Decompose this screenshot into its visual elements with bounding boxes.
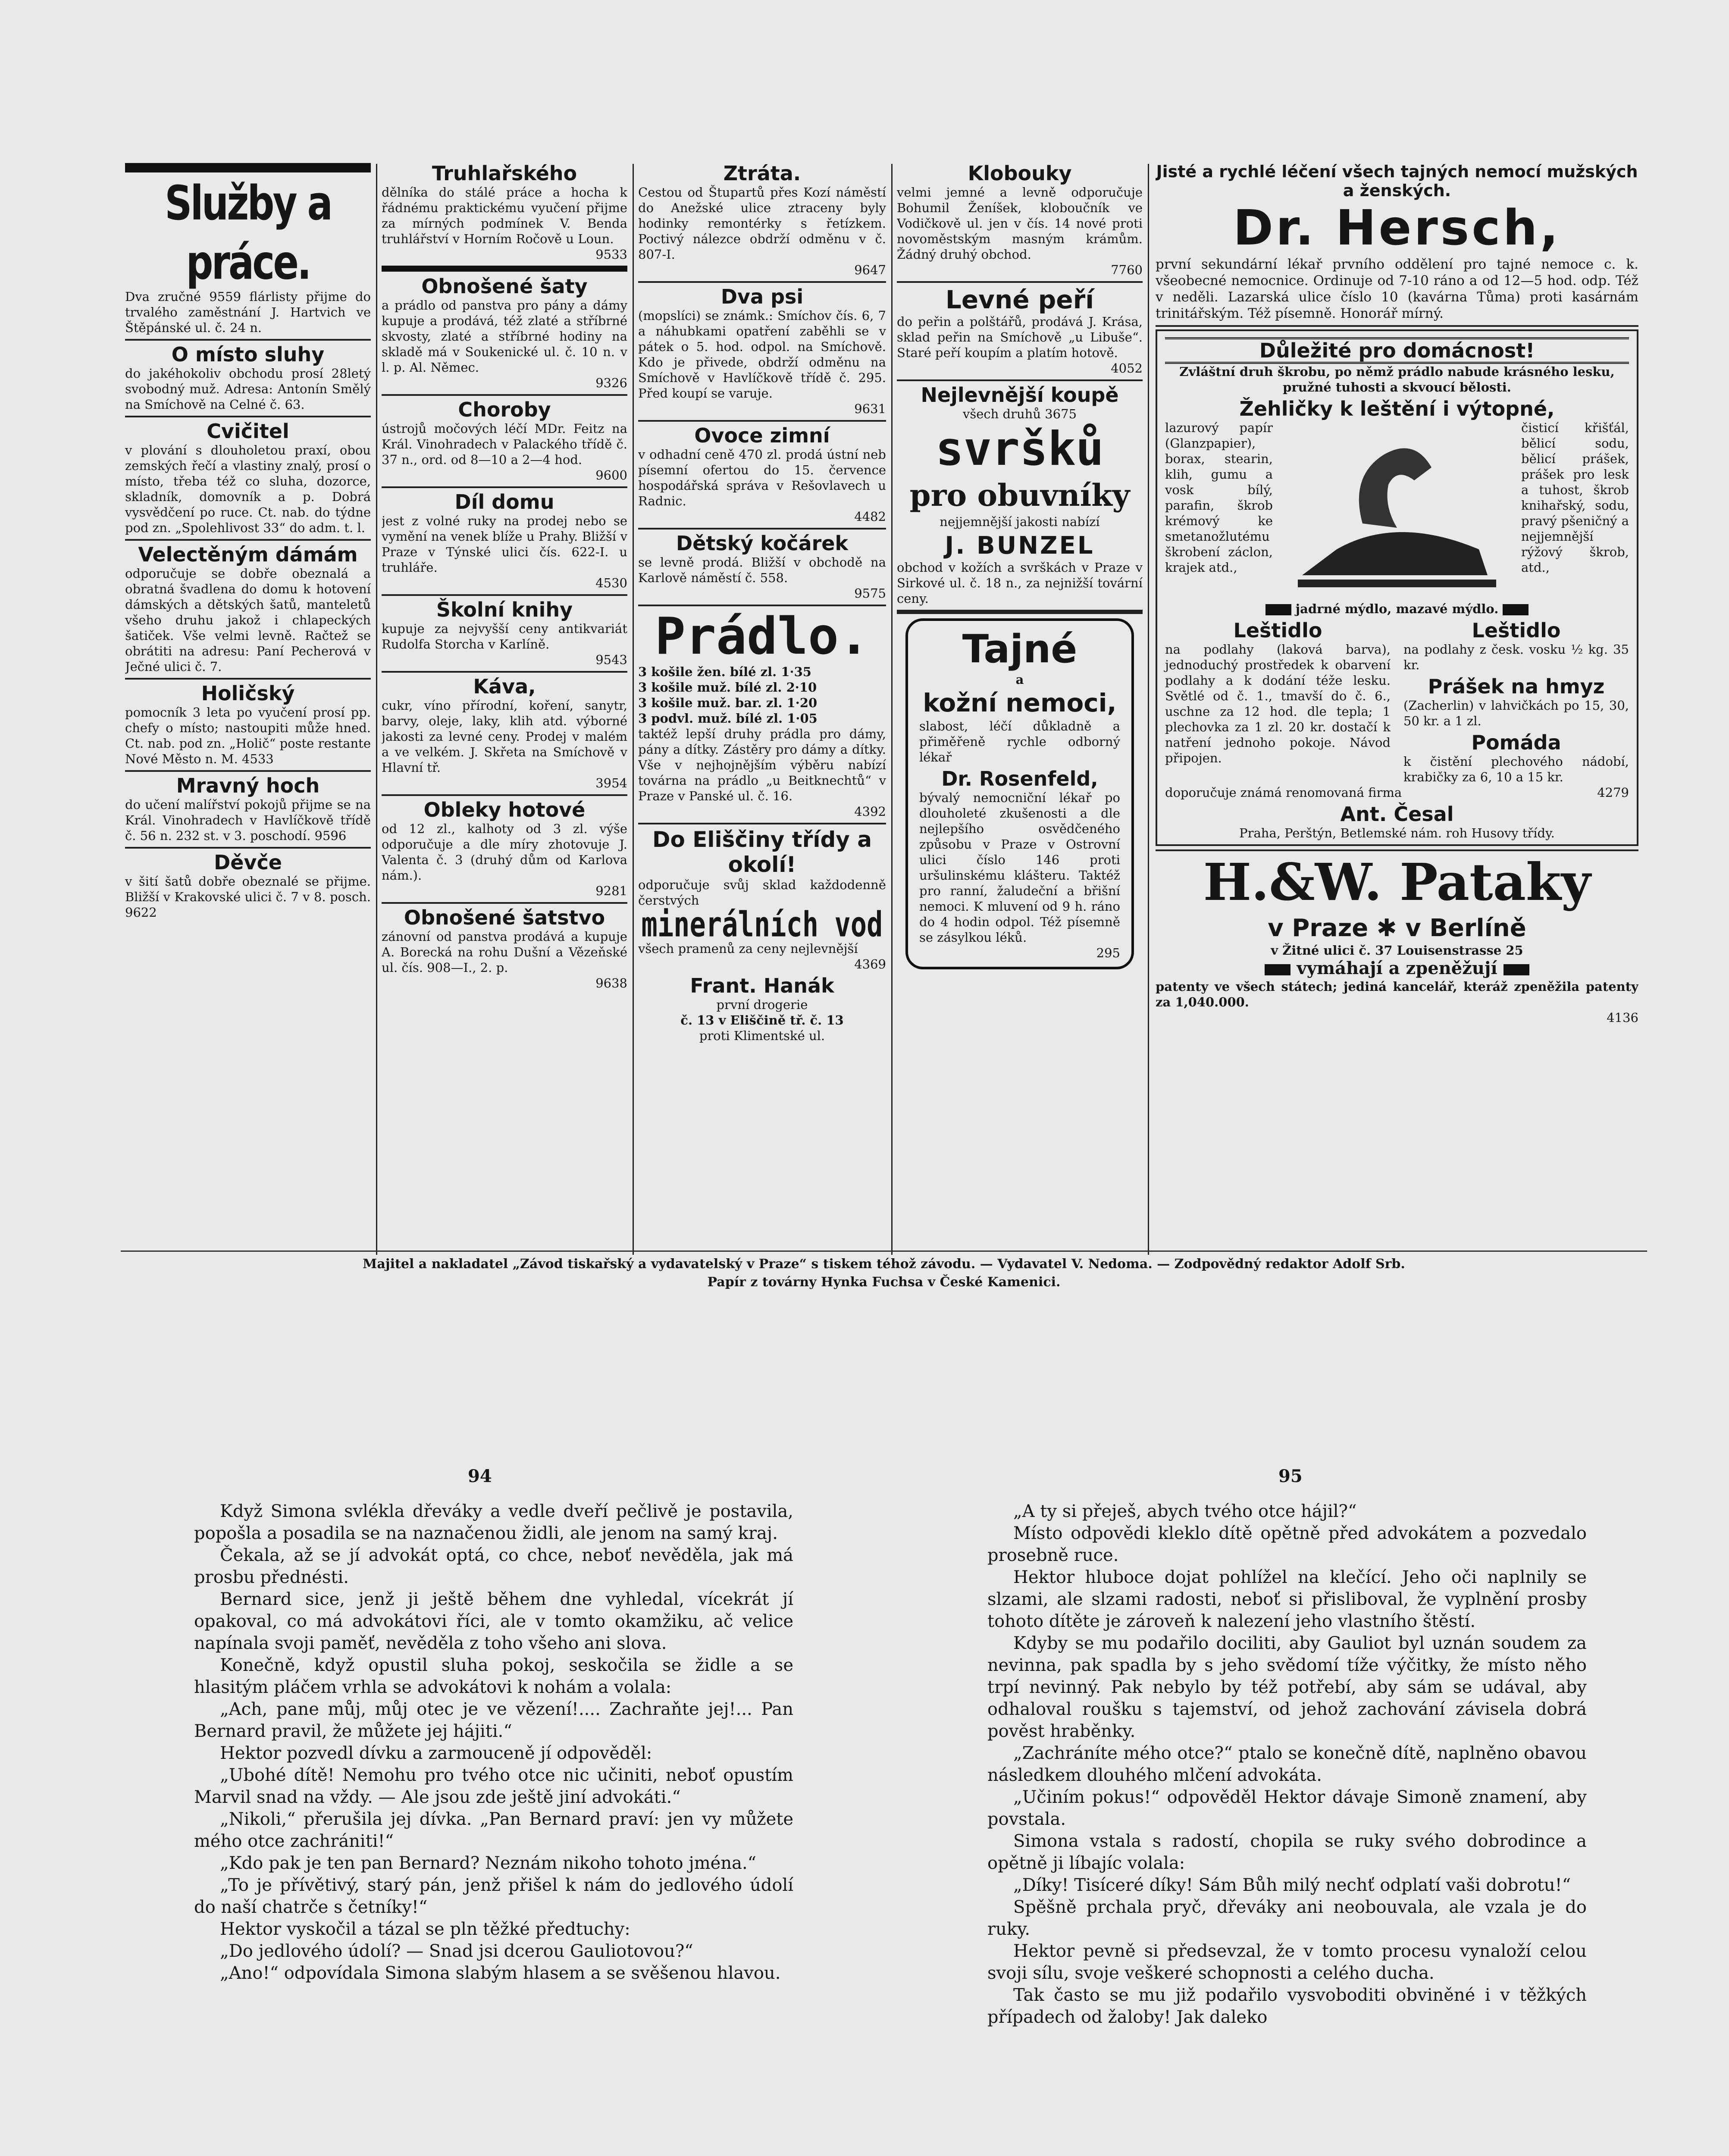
paragraph: Hektor pevně si předsevzal, že v tomto procesu vynaloží celou svoji sílu, svoje veškeré schopnosti a celého ducha. bbox=[987, 1941, 1587, 1983]
ad-6: Děvče v šití šatů dobře obeznalé se přijme. Bližší v Krakovské ulici č. 7 v 8. posch. 9622 bbox=[125, 851, 371, 920]
paragraph: „Nikoli,“ přerušila jej dívka. „Pan Bernard praví: jen vy můžete mého otce zachrániti!“ bbox=[194, 1809, 793, 1851]
column-3 bbox=[638, 160, 886, 1250]
ad-2: Cvičitel v plování s dlouholetou praxí, obou zemských řečí a vlastiny znalý, prosí o místo, třeba též co sluha, dozorce, skladník, domovník a p. Dobrá vysvědčení po ruce. Ct. nab. do týdne pod zn. „Spolehlivost 33“ do adm. t. l. bbox=[125, 420, 371, 535]
pointing-hand-icon bbox=[1503, 964, 1529, 975]
cesal-ad: Důležité pro domácnost! Zvláštní druh škrobu, po němž prádlo nabude krásného lesku, pružné tuhosti a skvoucí bělosti. Žehličky k leštění i výtopné, lazurový papír (Glanzpapier), borax, stearin, klih, gumu a vosk bílý, parafin, škrob krémový ke smetanožlutému škrobení záclon, krajek atd., čisticí křišťál, bělicí sodu, bělicí prášek, prášek pro lesk a tuhost, škrob knihařský, sodu, pravý pšeničný a nejjemnější rýžový škrob, atd., jadrné mýdlo, mazavé mýdlo. Leštidlo na podlahy (laková barva), jednoduchý prostředek k obarvení podlahy a k dodání téže lesku. Světlé od č. 1., tmavší do č. 6., uschne za 12 hod. dle tepla; 1 plechovka za 1 zl. 20 kr. dostačí k natření jednoho pokoje. Návod připojen. Leštidlo na podlahy z česk. vosku ½ kg. 35 kr. Prášek na hmyz (Zacherlin) v lahvičkách po 15, 30, 50 kr. a 1 zl. Pomáda k čistění plechového nádobí, krabičky za 6, 10 a 15 kr. doporučuje známá renomovaná firma 4279 Ant. Česal Praha, Perštýn, Betlemské nám. roh Husovy třídy. bbox=[1156, 329, 1638, 846]
ad-5: Mravný hoch do učení malířství pokojů přijme se na Král. Vinohradech v Havlíčkově třídě č. 56 n. 232 st. v 3. poschodí. 9596 bbox=[125, 774, 371, 843]
ad-3: Dětský kočárek se levně prodá. Bližší v obchodě na Karlově náměstí č. 558. 9575 bbox=[638, 532, 886, 601]
ad-0: Klobouky velmi jemné a levně odporučuje Bohumil Ženíšek, kloboučník ve Vodičkově ul. jen v čís. 14 nové proti novoměstským masným krámům. Žádný druhý obchod. 7760 bbox=[897, 162, 1143, 277]
hersch-ad: Jisté a rychlé léčení všech tajných nemocí mužských a ženských. Dr. Hersch, první sekundární lékař prvního oddělení pro tajné nemoce c. k. všeobecné nemocnice. Ordinuje od 7-10 ráno a od 12—5 hod. odp. Též v neděli. Lazarská ulice číslo 10 (kavárna Tůma) proti kasárnám trinitářským. Též písemně. Honorář mírný. bbox=[1156, 162, 1638, 321]
paragraph: „A ty si přeješ, abych tvého otce hájil?“ bbox=[1013, 1501, 1357, 1521]
paragraph: Hektor vyskočil a tázal se pln těžké předtuchy: bbox=[220, 1919, 630, 1939]
story-left-page bbox=[194, 1501, 793, 1984]
paragraph: „Díky! Tisíceré díky! Sám Bůh milý nechť odplatí vaši dobrotu!“ bbox=[1013, 1875, 1571, 1895]
paragraph: Bernard sice, jenž ji ještě během dne vyhledal, vícekrát jí opakoval, co má advokátovi říci, ale v tomto okamžiku, ač velice napínala svoji paměť, nevěděla z toho všeho ani slova. bbox=[194, 1589, 793, 1653]
pradlo-ad: Prádlo. 3 košile žen. bílé zl. 1·35 3 košile muž. bílé zl. 2·10 3 košile muž. bar. zl. 1·20 3 podvl. muž. bílé zl. 1·05 taktéž lepší druhy prádla pro dámy, pány a dítky. Zástěry pro dámy a dítky. Vše v nejhojnějším výběru nabízí továrna na prádlo „u Beitknechtů“ v Praze v Panské ul. č. 16. 4392 bbox=[638, 606, 886, 819]
pataky-ad: H.&W. Pataky v Praze ✱ v Berlíně v Žitné ulici č. 37 Louisenstrasse 25 vymáhají a zpeněžují patenty ve všech státech; jediná kancelář, kteráž zpeněžila patenty za 1,040.000. 4136 bbox=[1156, 852, 1638, 1025]
page-number-left: 94 bbox=[468, 1466, 492, 1486]
ad-1: O místo sluhy do jakéhokoliv obchodu prosí 28letý svobodný muž. Adresa: Antonín Smělý na Smíchově na Celné č. 63. bbox=[125, 343, 371, 412]
flat-iron-icon bbox=[1285, 420, 1509, 601]
pradlo-line: 3 košile muž. bar. zl. 1·20 bbox=[638, 696, 818, 710]
paragraph: „Do jedlového údolí? — Snad jsi dcerou Gauliotovou?“ bbox=[220, 1941, 693, 1961]
story-right-page bbox=[987, 1501, 1587, 2028]
ad-0: Ztráta. Cestou od Štupartů přes Kozí náměstí do Anežské ulice ztraceny byly hodinky remontérky s řetízkem. Poctivý nálezce obdrží odměnu v č. 807-I. 9647 bbox=[638, 162, 886, 277]
ad-4: Školní knihy kupuje za nejvyšší ceny antikvariát Rudolfa Storcha v Karlíně. 9543 bbox=[382, 598, 627, 667]
paragraph: „Ach, pane můj, můj otec je ve vězení!.... Zachraňte jej!... Pan Bernard pravil, že můžete jej hájiti.“ bbox=[194, 1699, 793, 1741]
paragraph: „Učiním pokus!“ odpověděl Hektor dávaje Simoně znamení, aby povstala. bbox=[987, 1787, 1587, 1829]
paragraph: „Zachráníte mého otce?“ ptalo se konečně dítě, naplněno obavou následkem dlouhého mlčení advokáta. bbox=[987, 1743, 1587, 1785]
pradlo-line: 3 podvl. muž. bílé zl. 1·05 bbox=[638, 711, 818, 726]
pointing-hand-icon bbox=[1265, 964, 1290, 975]
ad-3: Díl domu jest z volné ruky na prodej nebo se vymění na venek blíže u Prahy. Bližší v Praze v Týnské ulici čís. 622-I. u truhláře. 4530 bbox=[382, 490, 627, 590]
paragraph: Simona vstala s radostí, chopila se ruky svého dobrodince a opětně ji líbajíc volala: bbox=[987, 1831, 1587, 1873]
paragraph: Čekala, až se jí advokát optá, co chce, neboť nevěděla, jak má prosbu přednésti. bbox=[194, 1545, 793, 1587]
ad-5: Káva, cukr, víno přírodní, koření, sanytr, barvy, oleje, laky, klih atd. výborné jakosti za levné ceny. Prodej v malém a ve velkém. J. Skřeta na Smíchově v Hlavní tř. 3954 bbox=[382, 675, 627, 790]
pointing-hand-icon bbox=[1503, 604, 1529, 615]
column-2 bbox=[382, 160, 627, 1250]
paragraph: „Ano!“ odpovídala Simona slabým hlasem a se svěšenou hlavou. bbox=[220, 1963, 781, 1983]
paragraph: „To je přívětivý, starý pán, jenž přišel k nám do jedlového údolí do naší chatrče s četníky!“ bbox=[194, 1875, 793, 1917]
paragraph: Kdyby se mu podařilo dociliti, aby Gauliot byl uznán soudem za nevinna, pak spadla by s jeho svědomí tíže výčitky, že místo něho trpí nevinný. Pak nebylo by též potřebí, aby sám se udával, aby odhaloval roušku s tajemství, od jehož zachování závisela dobrá pověst hraběnky. bbox=[987, 1633, 1587, 1741]
paragraph: Konečně, když opustil sluha pokoj, seskočila se židle a se hlasitým pláčem vrhla se advokátovi k nohám a volala: bbox=[194, 1655, 793, 1697]
ad-6: Obleky hotové od 12 zl., kalhoty od 3 zl. výše odporučuje a dle míry zhotovuje J. Valenta č. 3 (druhý dům od Karlova nám.). 9281 bbox=[382, 798, 627, 898]
rule bbox=[125, 163, 371, 172]
paragraph: Hektor hluboce dojat pohlížel na klečící. Jeho oči naplnily se slzami, ale slzami radosti, neboť si přisliboval, že vyplnění prosby tohoto dítěte je zároveň k nalezení jeho vlastního štěstí. bbox=[987, 1567, 1587, 1631]
imprint: Majitel a nakladatel „Závod tiskařský a vydavatelský v Praze“ s tiskem téhož závodu. — Vydavatel V. Nedoma. — Zodpovědný redaktor Adolf Srb. Papír z továrny Hynka Fuchsa v České Kamenici. bbox=[121, 1250, 1647, 1291]
pointing-hand-icon bbox=[1265, 604, 1291, 615]
paragraph: Když Simona svlékla dřeváky a vedle dveří pečlivě je postavila, popošla a posadila se na naznačenou židli, ale jenom na samý kraj. bbox=[194, 1501, 793, 1543]
ad-0: Truhlařského dělníka do stálé práce a hocha k řádnému praktickému vyučení přijme za mírných podmínek V. Benda truhlářství v Horním Ročově u Loun. 9533 bbox=[382, 162, 627, 262]
ad-4: Holičský pomocník 3 leta po vyučení prosí pp. chefy o místo; nastoupiti může hned. Ct. nab. pod zn. „Holič“ poste restante Nové Město n. M. 4533 bbox=[125, 682, 371, 766]
paragraph: „Kdo pak je ten pan Bernard? Neznám nikoho tohoto jména.“ bbox=[220, 1853, 757, 1873]
ad-7: Obnošené šatstvo zánovní od panstva prodává a kupuje A. Borecká na rohu Dušní a Vězeňské ul. čís. 908—I., 2. p. 9638 bbox=[382, 906, 627, 990]
column-4 bbox=[897, 160, 1143, 1250]
ad-1: Dva psi (mopslíci) se známk.: Smíchov čís. 6, 7 a náhubkami opatření zaběhli se v pátek o 5. hod. odpol. na Smíchově. Kdo je přivede, obdrží odměnu na Smíchově v Havlíčkově třídě č. 295. Před koupí se varuje. 9631 bbox=[638, 285, 886, 416]
pradlo-line: 3 košile žen. bílé zl. 1·35 bbox=[638, 664, 811, 679]
ad-2: Choroby ústrojů močových léčí MDr. Feitz na Král. Vinohradech v Palackého třídě č. 37 n., ord. od 8—10 a 2—4 hod. 9600 bbox=[382, 398, 627, 483]
classifieds-section bbox=[125, 160, 1638, 1242]
column-1 bbox=[125, 160, 371, 1250]
pradlo-line: 3 košile muž. bílé zl. 2·10 bbox=[638, 680, 817, 695]
ad-0: Dva zručné 9559 flárlisty přijme do trvalého zaměstnání J. Hartvich ve Štěpánské ul. č. 24 n. bbox=[125, 289, 371, 335]
paragraph: Tak často se mu již podařilo vysvoboditi obviněné i v těžkých případech od žaloby! Jak daleko bbox=[987, 1985, 1587, 2027]
page-number-right: 95 bbox=[1278, 1466, 1303, 1486]
column-5 bbox=[1156, 160, 1638, 1250]
paragraph: Místo odpovědi kleklo dítě opětně před advokátem a pozvedalo prosebně ruce. bbox=[987, 1523, 1587, 1565]
paragraph: Spěšně prchala pryč, dřeváky ani neobouvala, ale vzala je do ruky. bbox=[987, 1897, 1587, 1939]
paragraph: Hektor pozvedl dívku a zarmouceně jí odpověděl: bbox=[220, 1743, 652, 1763]
elisciny-ad: Do Eliščiny třídy a okolí! odporučuje svůj sklad každodenně čerstvých minerálních vod všech pramenů za ceny nejlevnější 4369 Frant. Hanák první drogerie č. 13 v Eliščině tř. č. 13 proti Klimentské ul. bbox=[638, 827, 886, 1043]
paragraph: „Ubohé dítě! Nemohu pro tvého otce nic učiniti, neboť opustím Marvil snad na vždy. — Ale jsou zde ještě jiní advokáti.“ bbox=[194, 1765, 793, 1807]
ad-1: Levné peří do peřin a polštářů, prodává J. Krása, sklad peřin na Smíchově „u Libuše“. Staré peří koupím a platím hotově. 4052 bbox=[897, 285, 1143, 376]
section-title: Služby a práce. bbox=[165, 175, 331, 290]
ad-1: Obnošené šaty a prádlo od panstva pro pány a dámy kupuje a prodává, též zlaté a stříbrné skvosty, zlaté a stříbrné hodiny na skladě má v Soukenické ul. č. 10 n. v l. p. Al. Němec. 9326 bbox=[382, 275, 627, 390]
ad-2: Ovoce zimní v odhadní ceně 470 zl. prodá ústní neb písemní ofertou do 15. července hospodářská správa v Rešovlavech u Radnic. 4482 bbox=[638, 424, 886, 524]
ad-3: Velectěným dámám odporučuje se dobře obeznalá a obratná švadlena do domu k hotovení dámských a dětských šatů, manteletů všeho druhu jakož i chlapeckých šatiček. Vše velmi levně. Račtež se obrátiti na adresu: Paní Pecherová v Ječné ulici č. 7. bbox=[125, 543, 371, 674]
tajne-ad: Tajné a kožní nemoci, slabost, léčí důkladně a přiměřeně rychle odborný lékař Dr. Rosenfeld, bývalý nemocniční lékař po dlouholeté zkušenosti a dle nejlepšího osvědčeného způsobu v Praze v Ostrovní ulici číslo 146 proti uršulinskému klášteru. Taktéž pro ranní, žaludeční a břišní nemoci. K mluvení od 9 h. ráno do 4 hodin odpol. Též písemně se zásylkou léků. 295 bbox=[905, 618, 1134, 969]
bunzel-ad: Nejlevnější koupě všech druhů 3675 svršků pro obuvníky nejjemnější jakosti nabízí J. BUNZEL obchod v kožích a svrškách v Praze v Sirkové ul. č. 18 n., za nejnižší tovární ceny. bbox=[897, 383, 1143, 606]
